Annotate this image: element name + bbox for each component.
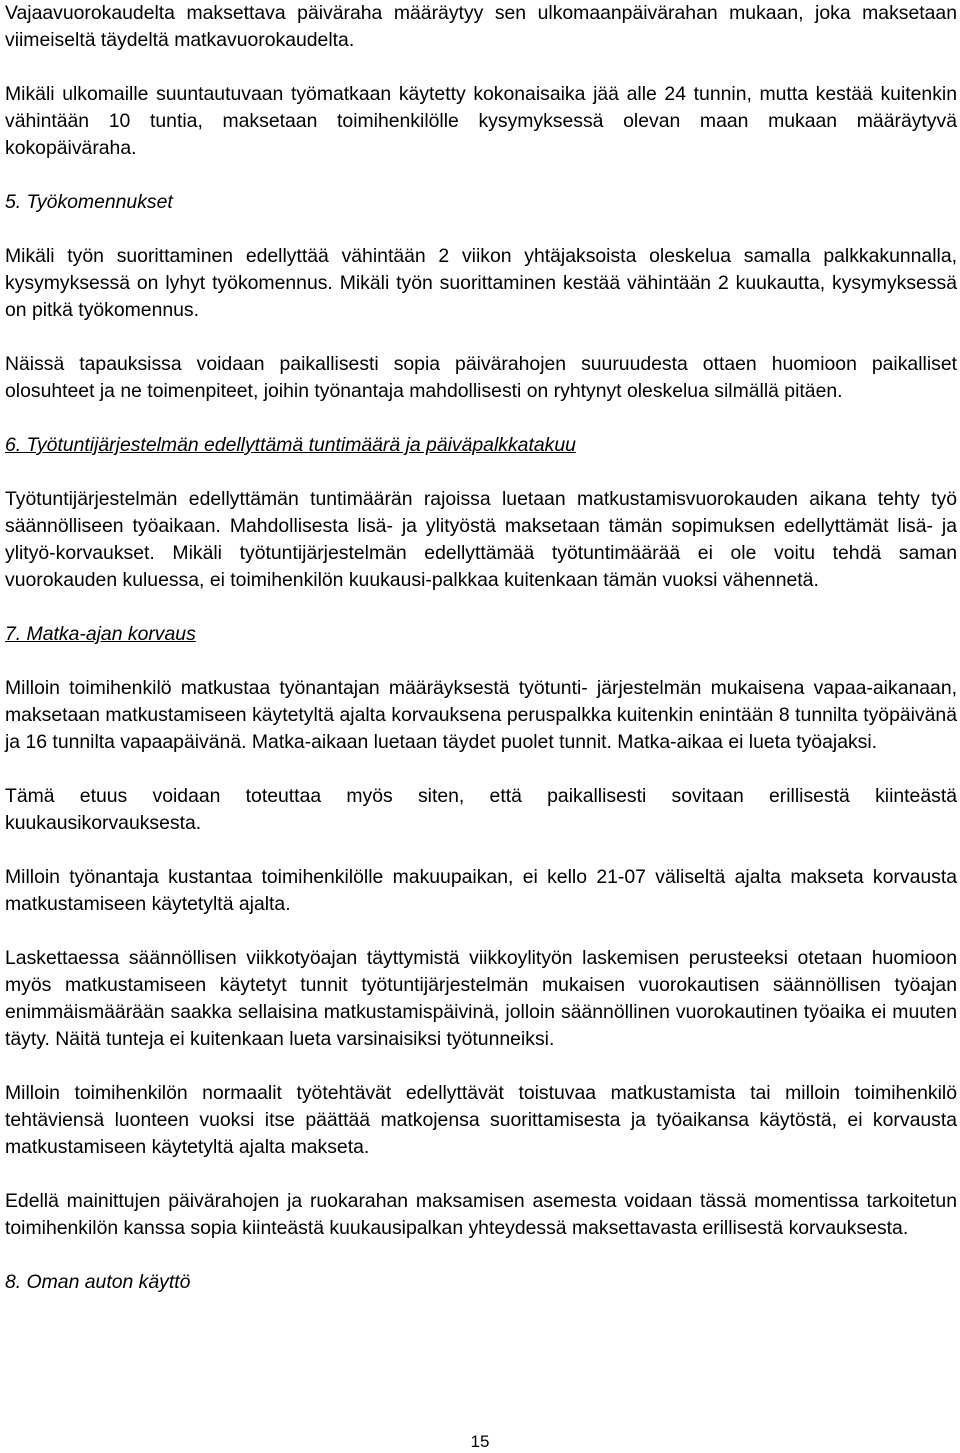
paragraph-matka-aika-6: Edellä mainittujen päivärahojen ja ruokarahan maksamisen asemesta voidaan tässä momentissa tarkoitetun toimihenkilön kanssa sopia kiinteästä kuukausipalkan yhteydessä maksettavasta erillisestä korvauksesta. <box>5 1190 957 1239</box>
paragraph-matka-aika-5: Milloin toimihenkilön normaalit työtehtävät edellyttävät toistuvaa matkustamista tai milloin toimihenkilö tehtäviensä luonteen vuoksi itse päättää matkojensa suorittamisesta ja työaikansa käytöstä, ei korvausta matkustamiseen käytetyltä ajalta makseta. <box>5 1082 957 1158</box>
section-heading-6: 6. Työtuntijärjestelmän edellyttämä tuntimäärä ja päiväpalkkatakuu <box>5 434 576 456</box>
paragraph-matka-aika-1: Milloin toimihenkilö matkustaa työnantajan määräyksestä työtunti- järjestelmän mukaisena vapaa-aikanaan, maksetaan matkustamiseen käytetyltä ajalta korvauksena peruspalkka kuitenkin enintään 8 tunnilta työpäivänä ja 16 tunnilta vapaapäivänä. Matka-aikaan luetaan täydet puolet tunnit. Matka-aikaa ei lueta työajaksi. <box>5 677 957 753</box>
paragraph-tyokomennus-1: Mikäli työn suorittaminen edellyttää vähintään 2 viikon yhtäjaksoista oleskelua samalla palkkakunnalla, kysymyksessä on lyhyt työkomennus. Mikäli työn suorittaminen kestää vähintään 2 kuukautta, kysymyksessä on pitkä työkomennus. <box>5 245 957 321</box>
paragraph-matka-aika-4: Laskettaessa säännöllisen viikkotyöajan täyttymistä viikkoylityön laskemisen perusteeksi otetaan huomioon myös matkustamiseen käytetyt tunnit työtuntijärjestelmän mukaisen vuorokautisen säännöllisen työajan enimmäismäärään saakka sellaisina matkustamispäivinä, jolloin säännöllinen vuorokautinen työaika ei muuten täyty. Näitä tunteja ei kuitenkaan lueta varsinaisiksi työtunneiksi. <box>5 947 957 1050</box>
document-page <box>5 0 957 1323</box>
section-heading-7: 7. Matka-ajan korvaus <box>5 623 196 645</box>
paragraph-tyokomennus-2: Näissä tapauksissa voidaan paikallisesti sopia päivärahojen suuruudesta ottaen huomioon paikalliset olosuhteet ja ne toimenpiteet, joihin työnantaja mahdollisesti on ryhtynyt oleskelua silmällä pitäen. <box>5 353 957 402</box>
paragraph-tuntimaara: Työtuntijärjestelmän edellyttämän tuntimäärän rajoissa luetaan matkustamisvuorokauden aikana tehty työ säännölliseen työaikaan. Mahdollisesta lisä- ja ylityöstä maksetaan tämän sopimuksen edellyttämät lisä- ja ylityö-korvaukset. Mikäli työtuntijärjestelmän edellyttämää työtuntimäärää ei ole voitu tehdä saman vuorokauden kuluessa, ei toimihenkilön kuukausi-palkkaa kuitenkaan tämän vuoksi vähennetä. <box>5 488 957 591</box>
paragraph-matka-aika-2: Tämä etuus voidaan toteuttaa myös siten, että paikallisesti sovitaan erillisestä kiinteästä kuukausikorvauksesta. <box>5 785 957 834</box>
paragraph-matka-aika-3: Milloin työnantaja kustantaa toimihenkilölle makuupaikan, ei kello 21-07 väliseltä ajalta makseta korvausta matkustamiseen käytetyltä ajalta. <box>5 866 957 915</box>
paragraph-ulkomaan-kokopaivaraha: Mikäli ulkomaille suuntautuvaan työmatkaan käytetty kokonaisaika jää alle 24 tunnin, mutta kestää kuitenkin vähintään 10 tuntia, maksetaan toimihenkilölle kysymyksessä olevan maan mukaan määräytyvä kokopäiväraha. <box>5 83 957 159</box>
page-number: 15 <box>470 1432 490 1451</box>
section-heading-8: 8. Oman auton käyttö <box>5 1271 191 1293</box>
paragraph-vajaavuorokausi: Vajaavuorokaudelta maksettava päiväraha määräytyy sen ulkomaanpäivärahan mukaan, joka maksetaan viimeiseltä täydeltä matkavuorokaudelta. <box>5 2 957 51</box>
section-heading-5: 5. Työkomennukset <box>5 191 173 213</box>
